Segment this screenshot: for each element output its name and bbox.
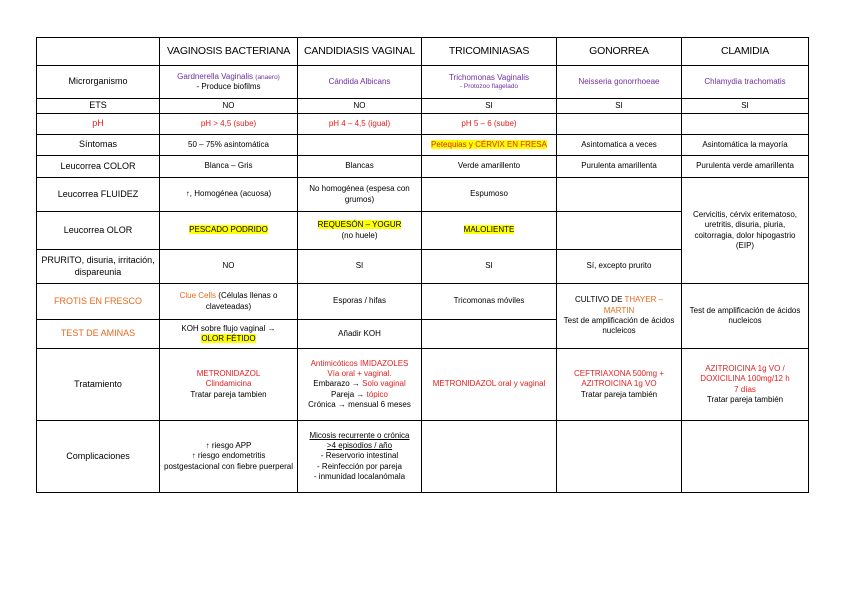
highlight-text: PESCADO PODRIDO	[189, 225, 268, 235]
comp-line: - Reservorio intestinal	[320, 451, 399, 461]
tx-line: CEFTRIAXONA 500mg +	[573, 368, 665, 378]
cell-cl: Chlamydia trachomatis	[682, 66, 809, 99]
frotis-detail: (Células llenas o claveteadas)	[205, 291, 278, 311]
comp-line: ↑ riesgo endometritis postgestacional con fiebre puerperal	[164, 451, 293, 471]
cell-tr	[422, 320, 557, 349]
cell-cv: Cándida Albicans	[298, 66, 422, 99]
cell-tr	[422, 212, 557, 250]
cell-cv	[298, 212, 422, 250]
highlight-text: OLOR FÉTIDO	[201, 334, 256, 343]
olor-note: (no huele)	[341, 230, 378, 240]
comparison-table	[36, 37, 809, 493]
cell-tr	[422, 66, 557, 99]
row-label: Leucorrea OLOR	[37, 212, 160, 250]
row-label: FROTIS EN FRESCO	[37, 284, 160, 320]
cell-tr	[422, 421, 557, 493]
cell-go: Neisseria gonorrhoeae	[557, 66, 682, 99]
cell-go	[557, 349, 682, 421]
tx-line: Tratar pareja también	[706, 394, 784, 404]
cell-go: Purulenta amarillenta	[557, 156, 682, 178]
cell-vb: ↑, Homogénea (acuosa)	[160, 178, 298, 212]
highlight-text: REQUESÓN – YOGUR	[317, 220, 402, 230]
cell-tr: SI	[422, 99, 557, 114]
organism-name: Gardnerella Vaginalis	[177, 71, 254, 81]
header-row	[37, 38, 809, 66]
row-label: TEST DE AMINAS	[37, 320, 160, 349]
cell-tr	[422, 135, 557, 156]
row-label: Leucorrea COLOR	[37, 156, 160, 178]
header-candidiasis: CANDIDIASIS VAGINAL	[298, 38, 422, 66]
cell-go: Asintomatica a veces	[557, 135, 682, 156]
tx-line-red: tópico	[366, 389, 388, 399]
tx-line: Tratar pareja también	[580, 389, 658, 399]
cell-cv: Añadir KOH	[298, 320, 422, 349]
aminas-text: KOH sobre flujo vaginal →	[181, 323, 276, 333]
tx-line: AZITROICINA 1g VO /	[705, 363, 785, 373]
cell-vb	[160, 284, 298, 320]
tx-line-red: Solo vaginal	[362, 379, 406, 389]
tx-line: Embarazo →	[313, 379, 360, 389]
comp-line: - inmunidad localanómala	[313, 472, 406, 482]
dx-thayer: THAYER – MARTIN	[603, 295, 664, 315]
row-label: ETS	[37, 99, 160, 114]
tx-line: Tratar pareja tambien	[190, 389, 267, 399]
cell-cl	[682, 421, 809, 493]
row-ph	[37, 114, 809, 135]
cell-cl: Purulenta verde amarillenta	[682, 156, 809, 178]
cell-cl: SI	[682, 99, 809, 114]
tx-line: Crónica → mensual 6 meses	[308, 400, 411, 410]
clue-cells: Clue Cells	[179, 291, 217, 301]
highlight-text: Petequias y CÉRVIX EN FRESA	[431, 139, 547, 149]
cell-cv: Esporas / hifas	[298, 284, 422, 320]
cell-go	[557, 421, 682, 493]
dx-prefix: CULTIVO DE	[574, 295, 623, 305]
header-clamidia: CLAMIDIA	[682, 38, 809, 66]
row-ets	[37, 99, 809, 114]
row-leucorrea-color	[37, 156, 809, 178]
row-label: pH	[37, 114, 160, 135]
header-gonorrea: GONORREA	[557, 38, 682, 66]
row-label: Leucorrea FLUIDEZ	[37, 178, 160, 212]
row-complicaciones	[37, 421, 809, 493]
cell-cv: No homogénea (espesa con grumos)	[298, 178, 422, 212]
header-tricomoniasis: TRICOMINIASAS	[422, 38, 557, 66]
cell-vb	[160, 212, 298, 250]
cell-cv	[298, 135, 422, 156]
tx-line: Pareja →	[331, 389, 365, 399]
tx-line: Antimicóticos IMIDAZOLES	[310, 358, 409, 368]
row-label: Microrganismo	[37, 66, 160, 99]
cell-tr: METRONIDAZOL oral y vaginal	[422, 349, 557, 421]
cell-tr: pH 5 – 6 (sube)	[422, 114, 557, 135]
cell-vb	[160, 349, 298, 421]
cell-tr: Espumoso	[422, 178, 557, 212]
organism-extra: - Produce biofilms	[196, 82, 261, 92]
cell-go	[557, 212, 682, 250]
row-leucorrea-fluidez	[37, 178, 809, 212]
cell-tr: Verde amarillento	[422, 156, 557, 178]
tx-line: DOXICILINA 100mg/12 h	[700, 374, 790, 384]
highlight-text: MALOLIENTE	[463, 225, 515, 235]
cell-go: SI	[557, 99, 682, 114]
cell-cl-clinica: Cervicitis, cérvix eritematoso, uretritis, disuria, piuria, coitorragia, dolor hipogastrio (EIP)	[682, 178, 809, 284]
cell-vb	[160, 421, 298, 493]
cell-go-dx	[557, 284, 682, 349]
cell-vb	[160, 320, 298, 349]
cell-vb: NO	[160, 250, 298, 284]
cell-cv: pH 4 – 4,5 (igual)	[298, 114, 422, 135]
comp-line: ↑ riesgo APP	[205, 440, 252, 450]
row-label: Tratamiento	[37, 349, 160, 421]
row-tratamiento	[37, 349, 809, 421]
comp-line: >4 episodios / año	[326, 440, 393, 450]
cell-cv	[298, 421, 422, 493]
tx-line: 7 días	[734, 384, 756, 394]
cell-vb: pH > 4,5 (sube)	[160, 114, 298, 135]
cell-cv: NO	[298, 99, 422, 114]
row-label: Complicaciones	[37, 421, 160, 493]
organism-name: Trichomonas Vaginalis	[448, 72, 530, 82]
cell-go	[557, 178, 682, 212]
cell-go: Sí, excepto prurito	[557, 250, 682, 284]
dx-rest: Test de amplificación de ácidos nucleicos	[563, 316, 675, 336]
cell-vb: Blanca – Gris	[160, 156, 298, 178]
row-frotis	[37, 284, 809, 320]
cell-cv	[298, 349, 422, 421]
header-vaginosis: VAGINOSIS BACTERIANA	[160, 38, 298, 66]
organism-extra: - Protozoo flagelado	[459, 82, 519, 90]
cell-cl: Asintomática la mayoría	[682, 135, 809, 156]
cell-cl	[682, 114, 809, 135]
cell-vb: NO	[160, 99, 298, 114]
cell-vb: 50 – 75% asintomática	[160, 135, 298, 156]
row-label: PRURITO, disuria, irritación, dispareunia	[37, 250, 160, 284]
tx-line: Clindamicina	[205, 379, 252, 389]
tx-line: Vía oral + vaginal.	[327, 368, 392, 378]
cell-cl-dx: Test de amplificación de ácidos nucleicos	[682, 284, 809, 349]
cell-vb	[160, 66, 298, 99]
cell-tr: SI	[422, 250, 557, 284]
cell-cv: Blancas	[298, 156, 422, 178]
comp-line: Micosis recurrente o crónica	[309, 430, 410, 440]
header-corner	[37, 38, 160, 66]
tx-line: METRONIDAZOL	[196, 368, 261, 378]
cell-cl	[682, 349, 809, 421]
row-microrganismo	[37, 66, 809, 99]
row-label: Síntomas	[37, 135, 160, 156]
cell-go	[557, 114, 682, 135]
organism-note: (anaero)	[255, 73, 280, 81]
cell-cv: SI	[298, 250, 422, 284]
tx-line: AZITROICINA 1g VO	[581, 379, 657, 389]
row-sintomas	[37, 135, 809, 156]
comp-line: - Reinfección por pareja	[317, 461, 402, 471]
cell-tr: Tricomonas móviles	[422, 284, 557, 320]
